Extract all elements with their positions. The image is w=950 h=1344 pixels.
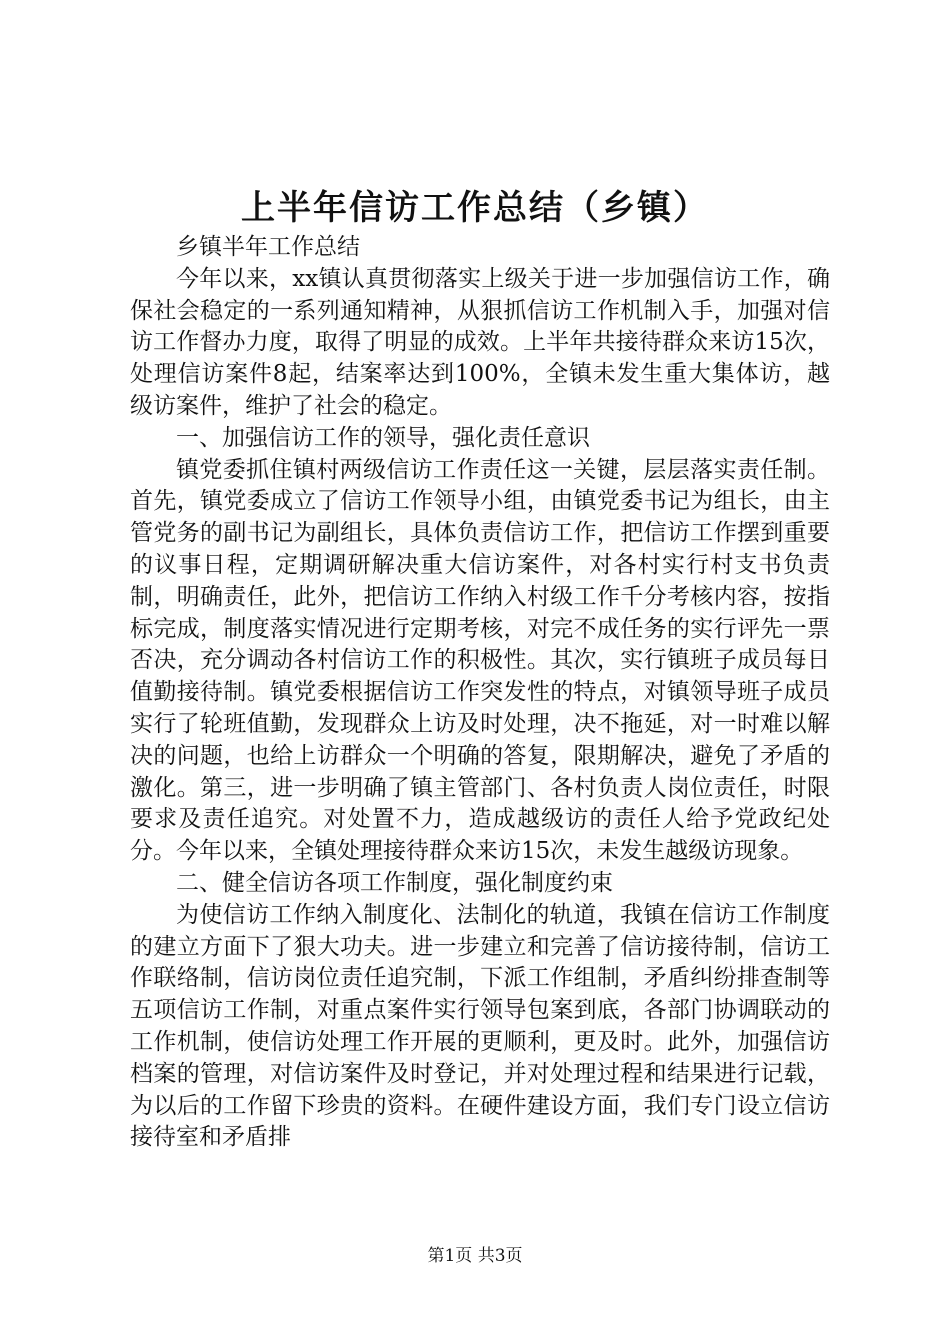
document-body [130, 232, 830, 1154]
section-2-paragraph: 为使信访工作纳入制度化、法制化的轨道，我镇在信访工作制度的建立方面下了狠大功夫。进一步建立和完善了信访接待制，信访工作联络制，信访岗位责任追究制，下派工作组制，矛盾纠纷排查制等五项信访工作制，对重点案件实行领导包案到底，各部门协调联动的工作机制，使信访处理工作开展的更顺利，更及时。此外，加强信访档案的管理，对信访案件及时登记，并对处理过程和结果进行记载，为以后的工作留下珍贵的资料。在硬件建设方面，我们专门设立信访接待室和矛盾排 [130, 901, 830, 1151]
section-heading-2: 二、健全信访各项工作制度，强化制度约束 [176, 869, 613, 896]
page-footer: 第1页 共3页 [427, 1246, 523, 1266]
subtitle-paragraph: 乡镇半年工作总结 [176, 234, 360, 260]
section-1-paragraph: 镇党委抓住镇村两级信访工作责任这一关键，层层落实责任制。首先，镇党委成立了信访工作领导小组，由镇党委书记为组长，由主管党务的副书记为副组长，具体负责信访工作，把信访工作摆到重要的议事日程，定期调研解决重大信访案件，对各村实行村支书负责制，明确责任，此外，把信访工作纳入村级工作千分考核内容，按指标完成，制度落实情况进行定期考核，对完不成任务的实行评先一票否决，充分调动各村信访工作的积极性。其次，实行镇班子成员每日值勤接待制。镇党委根据信访工作突发性的特点，对镇领导班子成员实行了轮班值勤，发现群众上访及时处理，决不拖延，对一时难以解决的问题，也给上访群众一个明确的答复，限期解决，避免了矛盾的激化。第三，进一步明确了镇主管部门、各村负责人岗位责任，时限要求及责任追究。对处置不力，造成越级访的责任人给予党政纪处分。今年以来，全镇处理接待群众来访15次，未发生越级访现象。 [130, 456, 830, 865]
document-title: 上半年信访工作总结（乡镇） [241, 188, 709, 228]
section-heading-1: 一、加强信访工作的领导，强化责任意识 [176, 424, 590, 451]
intro-paragraph: 今年以来，xx镇认真贯彻落实上级关于进一步加强信访工作，确保社会稳定的一系列通知精神，从狠抓信访工作机制入手，加强对信访工作督办力度，取得了明显的成效。上半年共接待群众来访15次，处理信访案件8起，结案率达到100%，全镇未发生重大集体访，越级访案件，维护了社会的稳定。 [130, 265, 830, 419]
